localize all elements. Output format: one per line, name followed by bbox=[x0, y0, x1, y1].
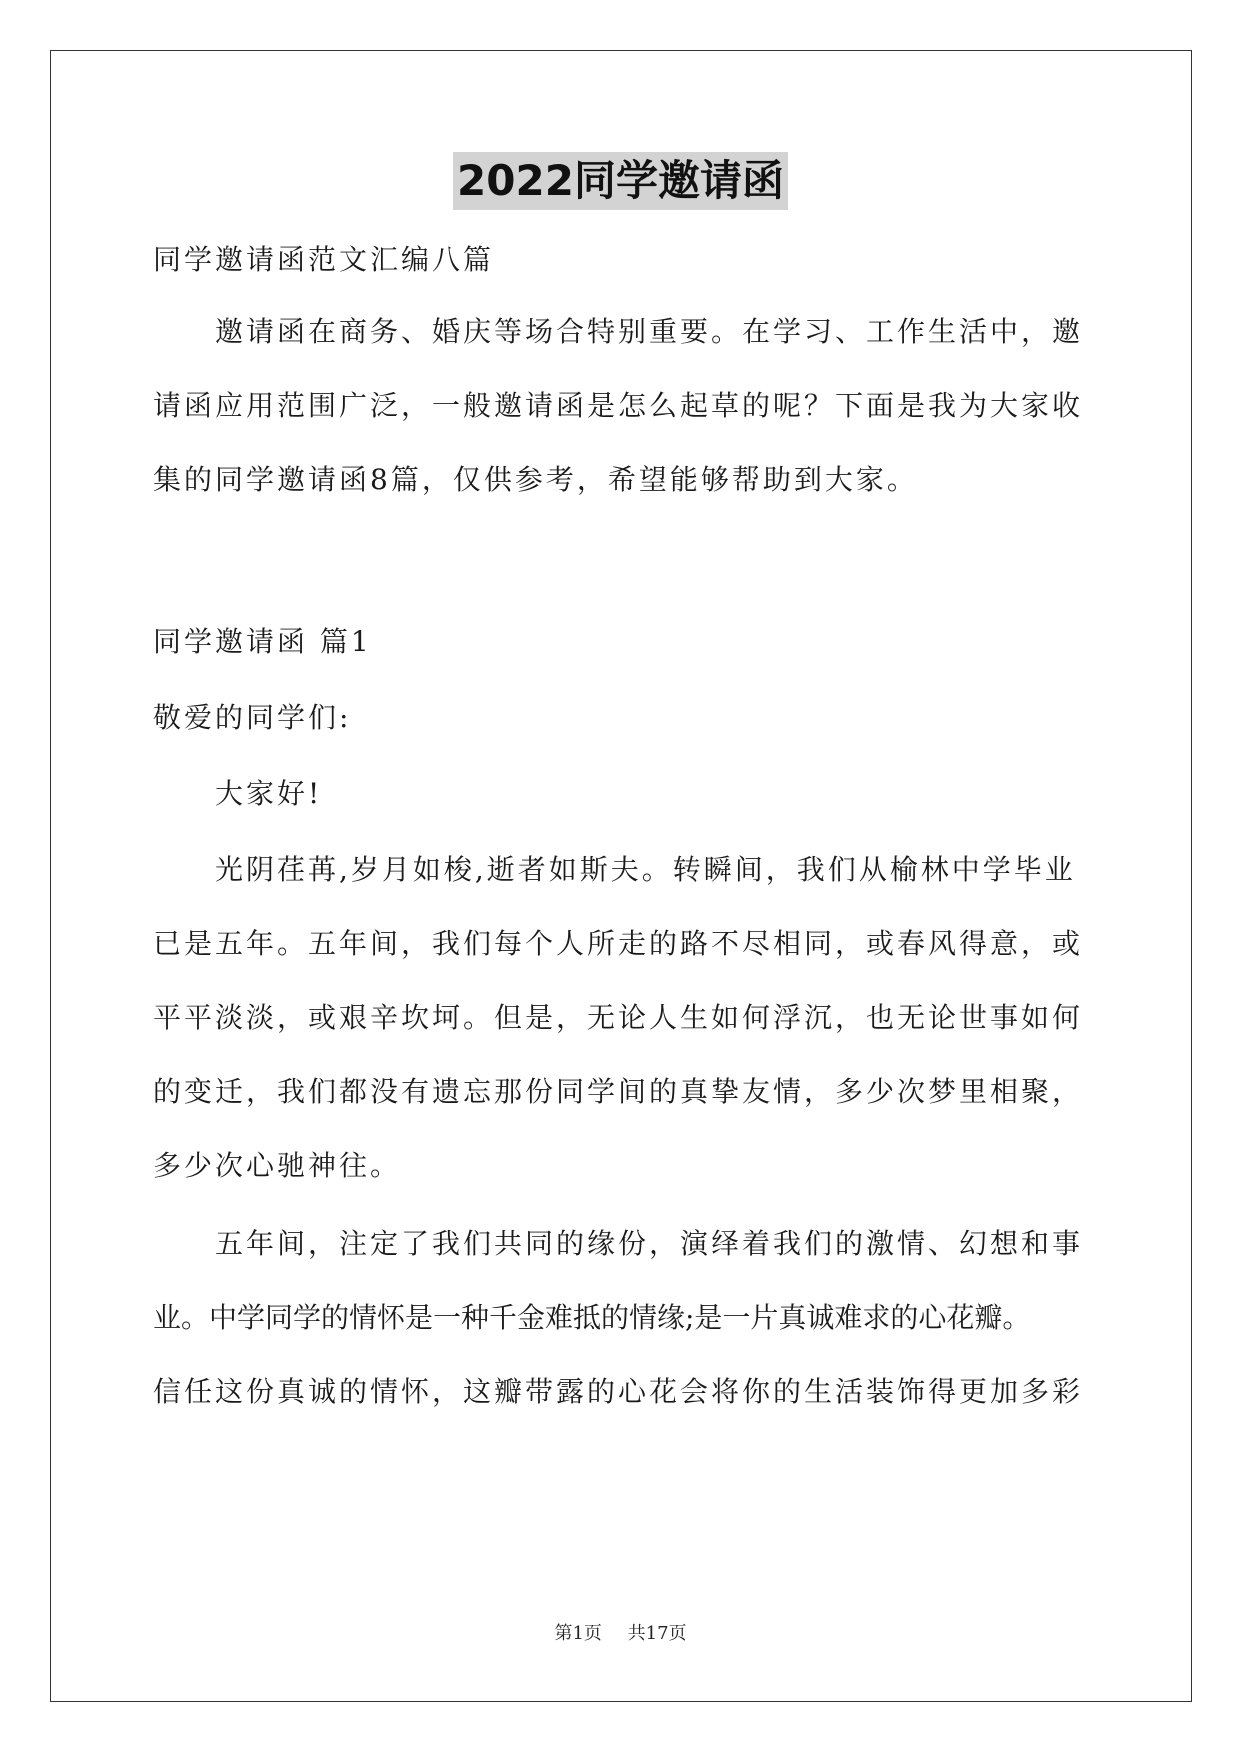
section-heading: 同学邀请函 篇1 bbox=[153, 625, 372, 658]
paragraph2-line-3: 信任这份真诚的情怀，这瓣带露的心花会将你的生活装饰得更加多彩 bbox=[153, 1375, 1084, 1408]
intro-line-1: 邀请函在商务、婚庆等场合特别重要。在学习、工作生活中，邀 bbox=[215, 315, 1084, 348]
document-subtitle: 同学邀请函范文汇编八篇 bbox=[153, 243, 495, 276]
intro-line-3: 集的同学邀请函8篇，仅供参考，希望能够帮助到大家。 bbox=[153, 463, 918, 496]
paragraph2-line-1: 五年间，注定了我们共同的缘份，演绎着我们的激情、幻想和事 bbox=[215, 1227, 1084, 1260]
intro-line-2: 请函应用范围广泛，一般邀请函是怎么起草的呢？下面是我为大家收 bbox=[153, 389, 1084, 422]
paragraph1-line-5: 多少次心驰神往。 bbox=[153, 1149, 402, 1182]
document-title: 2022同学邀请函 bbox=[453, 152, 788, 210]
page-number: 第1页 bbox=[554, 1623, 602, 1644]
paragraph1-line-1: 光阴荏苒,岁月如梭,逝者如斯夫。转瞬间，我们从榆林中学毕业 bbox=[215, 853, 1076, 886]
title-container bbox=[0, 152, 1241, 210]
page-footer bbox=[0, 1622, 1241, 1646]
paragraph2-line-2: 业。中学同学的情怀是一种千金难抵的情缘;是一片真诚难求的心花瓣。 bbox=[153, 1301, 1031, 1334]
paragraph1-line-2: 已是五年。五年间，我们每个人所走的路不尽相同，或春风得意，或 bbox=[153, 927, 1084, 960]
page-total: 共17页 bbox=[627, 1623, 687, 1644]
greeting: 大家好! bbox=[215, 777, 323, 810]
paragraph1-line-4: 的变迁，我们都没有遗忘那份同学间的真挚友情，多少次梦里相聚， bbox=[153, 1075, 1084, 1108]
salutation: 敬爱的同学们: bbox=[153, 701, 352, 734]
paragraph1-line-3: 平平淡淡，或艰辛坎坷。但是，无论人生如何浮沉，也无论世事如何 bbox=[153, 1001, 1084, 1034]
